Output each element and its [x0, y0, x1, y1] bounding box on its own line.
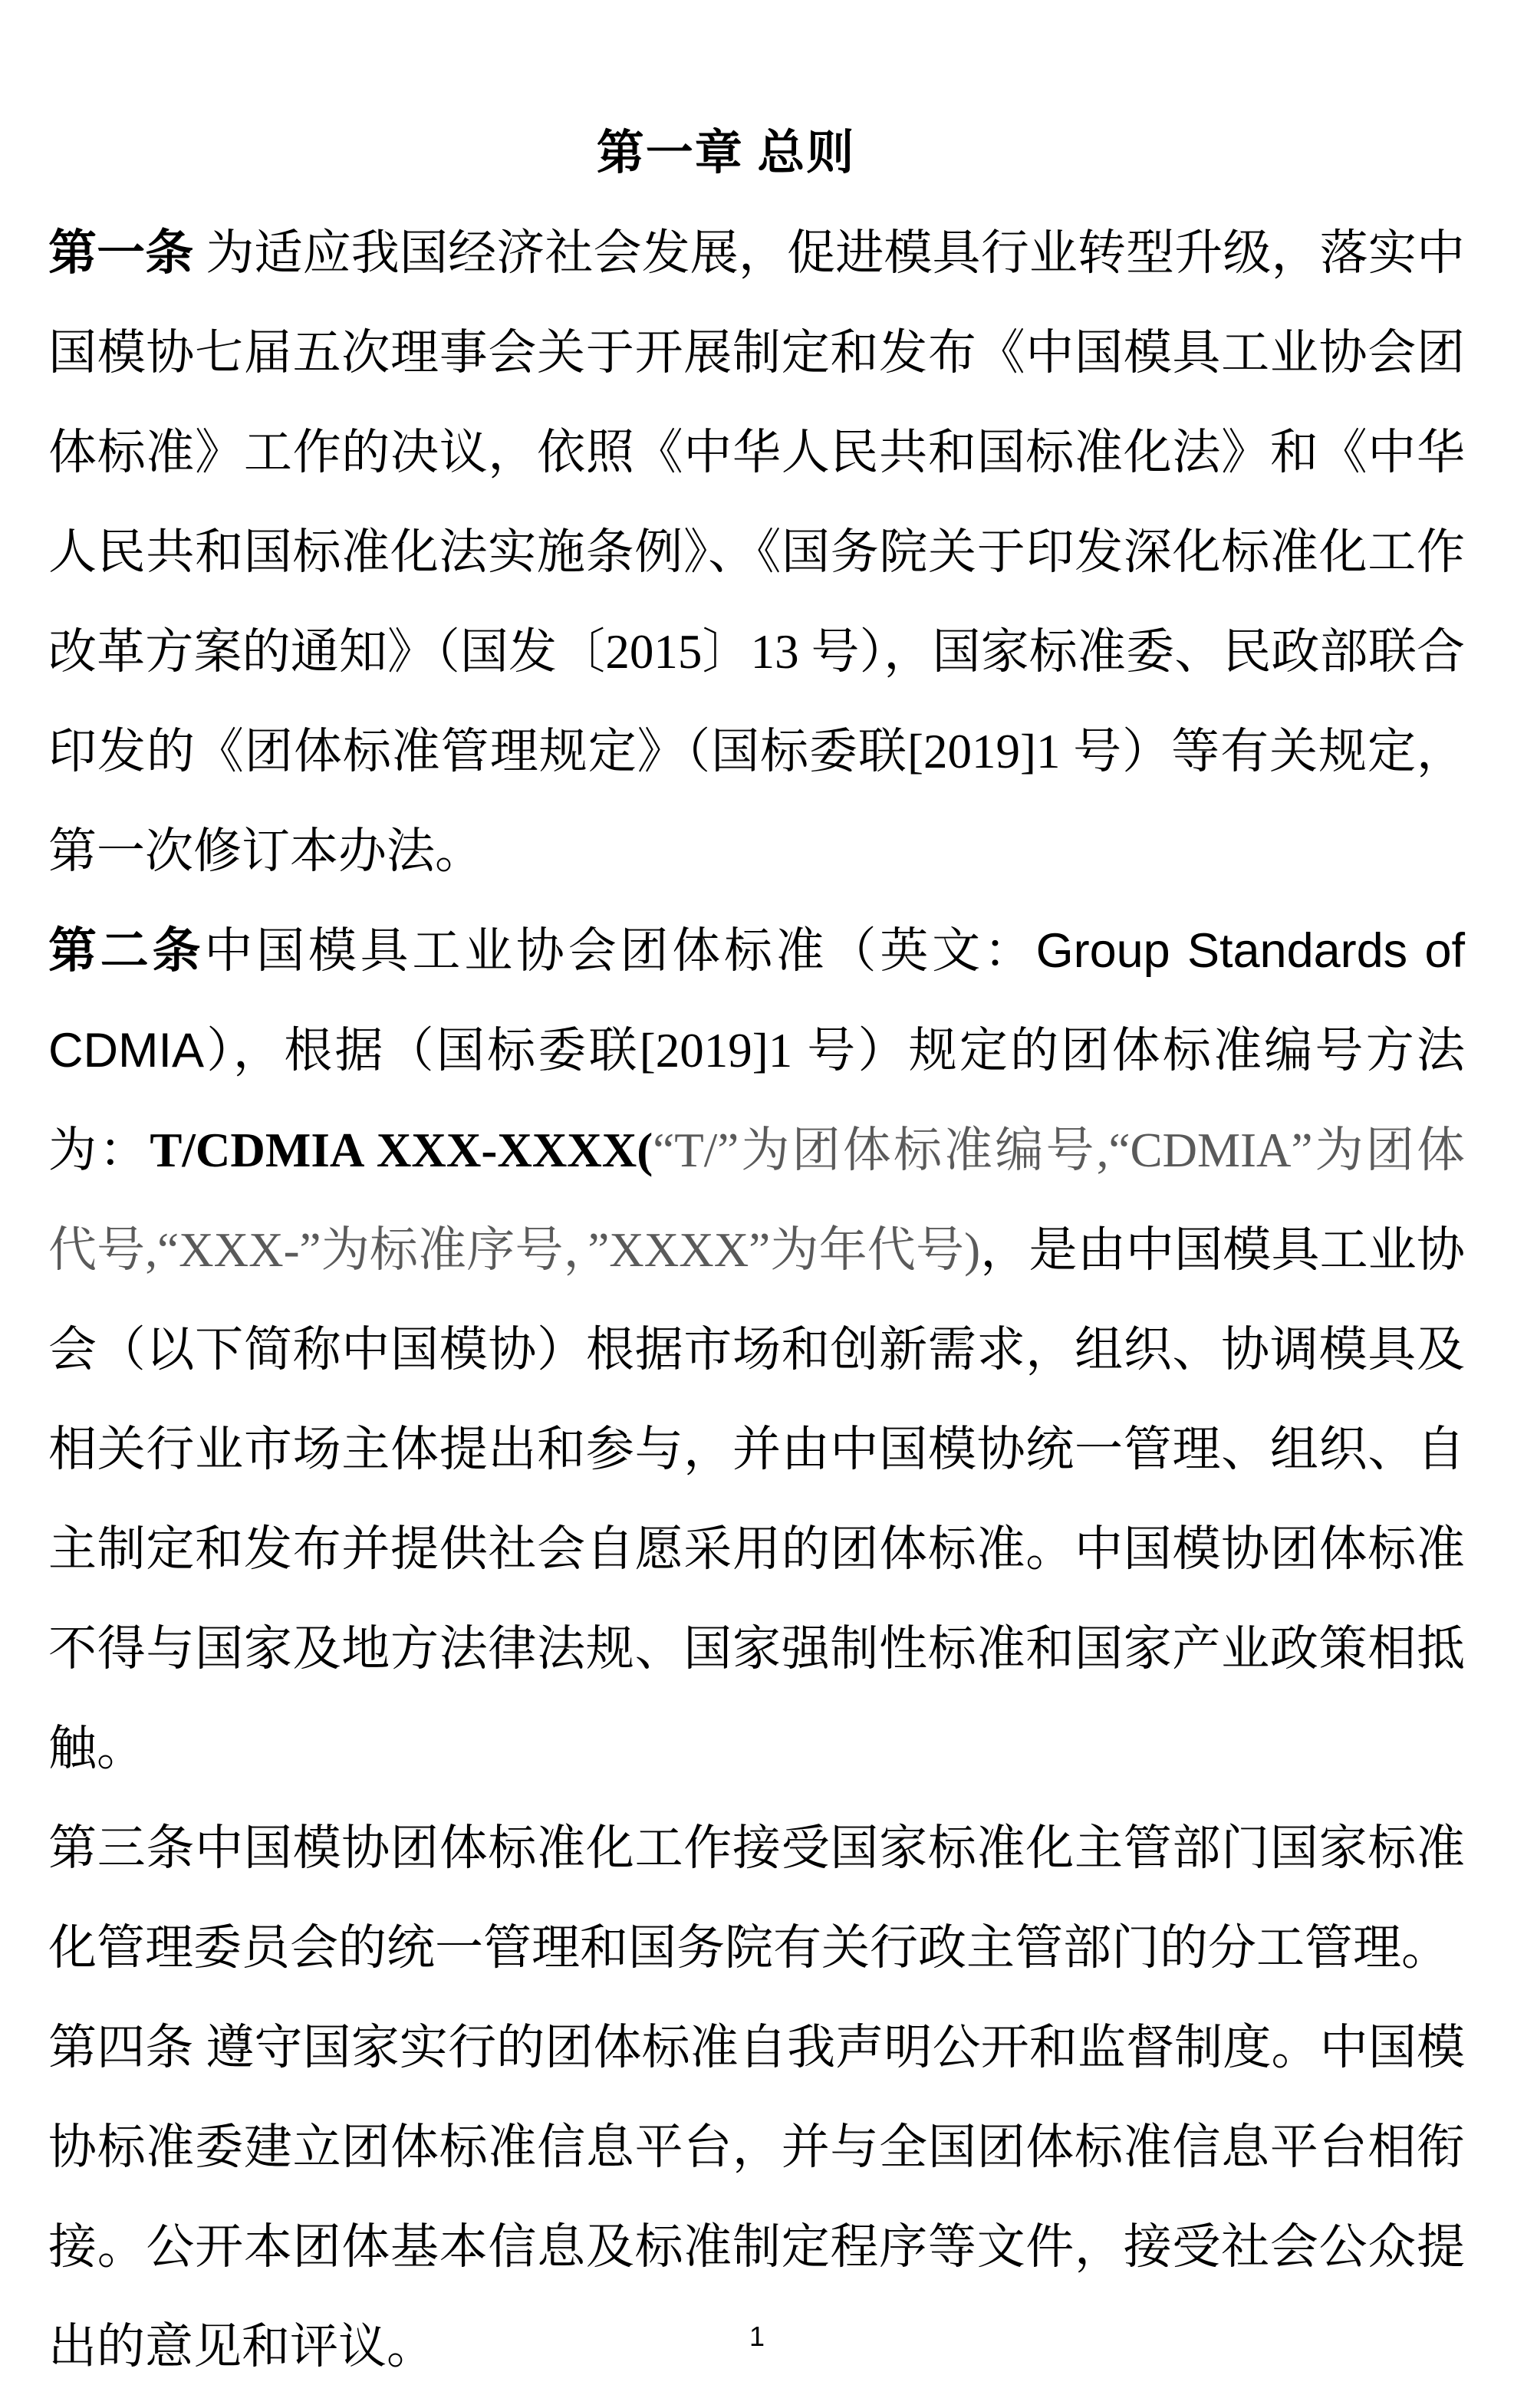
- article-4-text: 第四条 遵守国家实行的团体标准自我声明公开和监督制度。中国模协标准委建立团体标准信息平台，并与全国团体标准信息平台相衔接。公开本团体基本信息及标准制定程序等文件，接受社会公众提出的意见和评议。: [48, 2021, 1465, 2373]
- chapter-title: 第一章 总则: [596, 127, 856, 179]
- article-3-paragraph: [48, 1798, 1465, 1998]
- article-3-text: 第三条中国模协团体标准化工作接受国家标准化主管部门国家标准化管理委员会的统一管理和国务院有关行政主管部门的分工管理。: [48, 1821, 1465, 1975]
- article-1-paragraph: [48, 203, 1465, 901]
- article-2-label: 第二条: [48, 924, 205, 978]
- article-2-english-name: Group Standards of CDMIA: [48, 924, 1465, 1077]
- article-2-paragraph: [48, 901, 1465, 1798]
- document-content: [48, 104, 1465, 2396]
- article-1-text: 为适应我国经济社会发展，促进模具行业转型升级，落实中国模协七届五次理事会关于开展制定和发布《中国模具工业协会团体标准》工作的决议，依照《中华人民共和国标准化法》和《中华人民共和国标准化法实施条例》、《国务院关于印发深化标准化工作改革方案的通知》（国发〔2015〕13 号），国家标准委、民政部联合印发的《团体标准管理规定》（国标委联[2019]1 号）等有关规定，第一次修订本办法。: [48, 226, 1466, 878]
- page-number: 1: [749, 2321, 765, 2352]
- article-2-standard-code: T/CDMIA XXX-XXXX(: [150, 1123, 653, 1177]
- article-2-code-explanation: “T/”为团体标准编号,“CDMIA”为团体代号,“XXX-”为标准序号，”XXXX”为年代号): [48, 1123, 1466, 1277]
- article-2-intro-text: 中国模具工业协会团体标准（英文：: [204, 924, 1036, 978]
- article-1-label: 第一条: [48, 226, 206, 280]
- article-2-numbering-text: ），根据（国标委联[2019]1 号）规定的团体标准编号方法为：: [48, 1024, 1465, 1177]
- article-2-body-text: ，是由中国模具工业协会（以下简称中国模协）根据市场和创新需求，组织、协调模具及相关行业市场主体提出和参与，并由中国模协统一管理、组织、自主制定和发布并提供社会自愿采用的团体标准。中国模协团体标准不得与国家及地方法律法规、国家强制性标准和国家产业政策相抵触。: [48, 1223, 1465, 1775]
